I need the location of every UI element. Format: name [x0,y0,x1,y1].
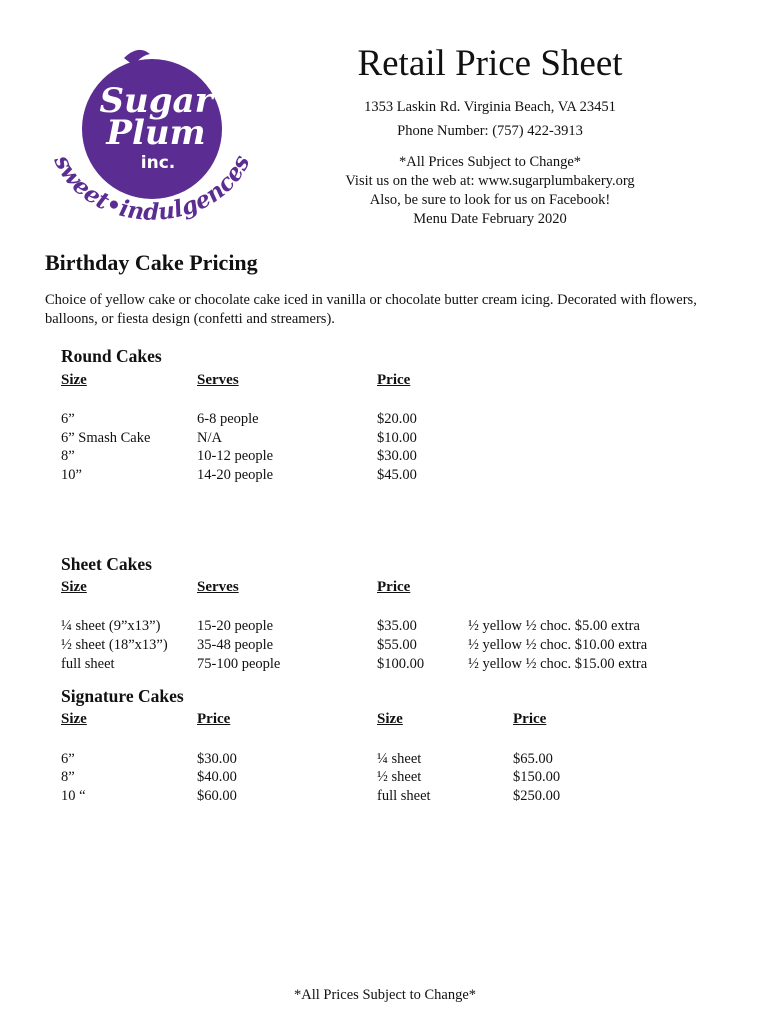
signature-row-size: 8” [61,769,75,785]
logo-line-plum: Plum [106,113,206,153]
website-line: Visit us on the web at: www.sugarplumbakery.org [345,173,635,189]
signature-row-price: $60.00 [197,788,237,804]
section-title: Birthday Cake Pricing [45,250,258,275]
signature-row-price-2: $65.00 [513,751,553,767]
round-cakes-title: Round Cakes [61,346,162,366]
round-header-size: Size [61,372,87,388]
sheet-cakes-title: Sheet Cakes [61,554,152,574]
round-row-price: $45.00 [377,466,417,483]
sheet-row-serves: 35-48 people [197,637,274,653]
sugar-plum-logo [42,44,262,234]
round-header-price: Price [377,372,411,388]
signature-header-size-2: Size [377,711,403,727]
signature-header-price: Price [197,711,231,727]
sheet-header-size: Size [61,579,87,595]
signature-cakes-title: Signature Cakes [61,686,184,706]
round-row-size: 6” Smash Cake [61,429,151,446]
page-title: Retail Price Sheet [357,43,623,84]
round-row-size: 8” [61,448,75,464]
round-row-serves: N/A [197,429,222,446]
signature-row-size-2: full sheet [377,788,431,804]
round-row-price: $20.00 [377,411,417,427]
round-row-price: $10.00 [377,429,417,446]
footer-note: *All Prices Subject to Change* [293,987,477,1003]
signature-header-size: Size [61,711,87,727]
signature-row-size-2: ¼ sheet [377,751,422,767]
signature-row-size-2: ½ sheet [377,769,422,785]
phone-line: Phone Number: (757) 422-3913 [397,123,583,139]
sheet-row-price: $35.00 [377,618,417,634]
round-row-size: 6” [61,411,75,427]
logo-tagline: sweet•indulgences [48,150,256,226]
sheet-header-price: Price [377,579,411,595]
facebook-line: Also, be sure to look for us on Facebook! [369,192,611,208]
sheet-row-serves: 75-100 people [197,656,281,672]
logo-line-sugar: Sugar [99,81,213,121]
sheet-row-size: full sheet [61,656,115,672]
sheet-row-size: ¼ sheet (9”x13”) [61,618,161,634]
sheet-row-extra: ½ yellow ½ choc. $5.00 extra [468,618,640,634]
subject-note-line: *All Prices Subject to Change* [398,154,582,170]
sheet-row-price: $55.00 [377,637,417,653]
section-description: Choice of yellow cake or chocolate cake iced in vanilla or chocolate butter cream icing. Decorated with flowers, balloons, or fiesta design (confetti and streamers). [45,292,697,327]
signature-row-price-2: $150.00 [513,769,561,785]
signature-row-price-2: $250.00 [513,788,561,804]
sheet-row-size: ½ sheet (18”x13”) [61,637,168,653]
sheet-row-serves: 15-20 people [197,618,274,634]
signature-row-size: 10 “ [61,788,86,804]
address-line: 1353 Laskin Rd. Virginia Beach, VA 23451 [364,99,616,115]
round-row-serves: 14-20 people [197,466,274,483]
sheet-row-extra: ½ yellow ½ choc. $10.00 extra [468,637,648,653]
sheet-row-extra: ½ yellow ½ choc. $15.00 extra [468,656,648,672]
sheet-header-serves: Serves [197,579,239,595]
signature-row-price: $40.00 [197,769,237,785]
round-row-serves: 10-12 people [197,448,274,464]
signature-header-price-2: Price [513,711,547,727]
signature-row-price: $30.00 [197,751,237,767]
sheet-row-price: $100.00 [377,656,425,672]
round-row-size: 10” [61,466,82,483]
round-header-serves: Serves [197,372,239,388]
logo-line-inc: inc. [140,153,176,173]
menu-date-line: Menu Date February 2020 [413,211,567,227]
round-row-price: $30.00 [377,448,417,464]
round-row-serves: 6-8 people [197,411,259,427]
signature-row-size: 6” [61,751,75,767]
